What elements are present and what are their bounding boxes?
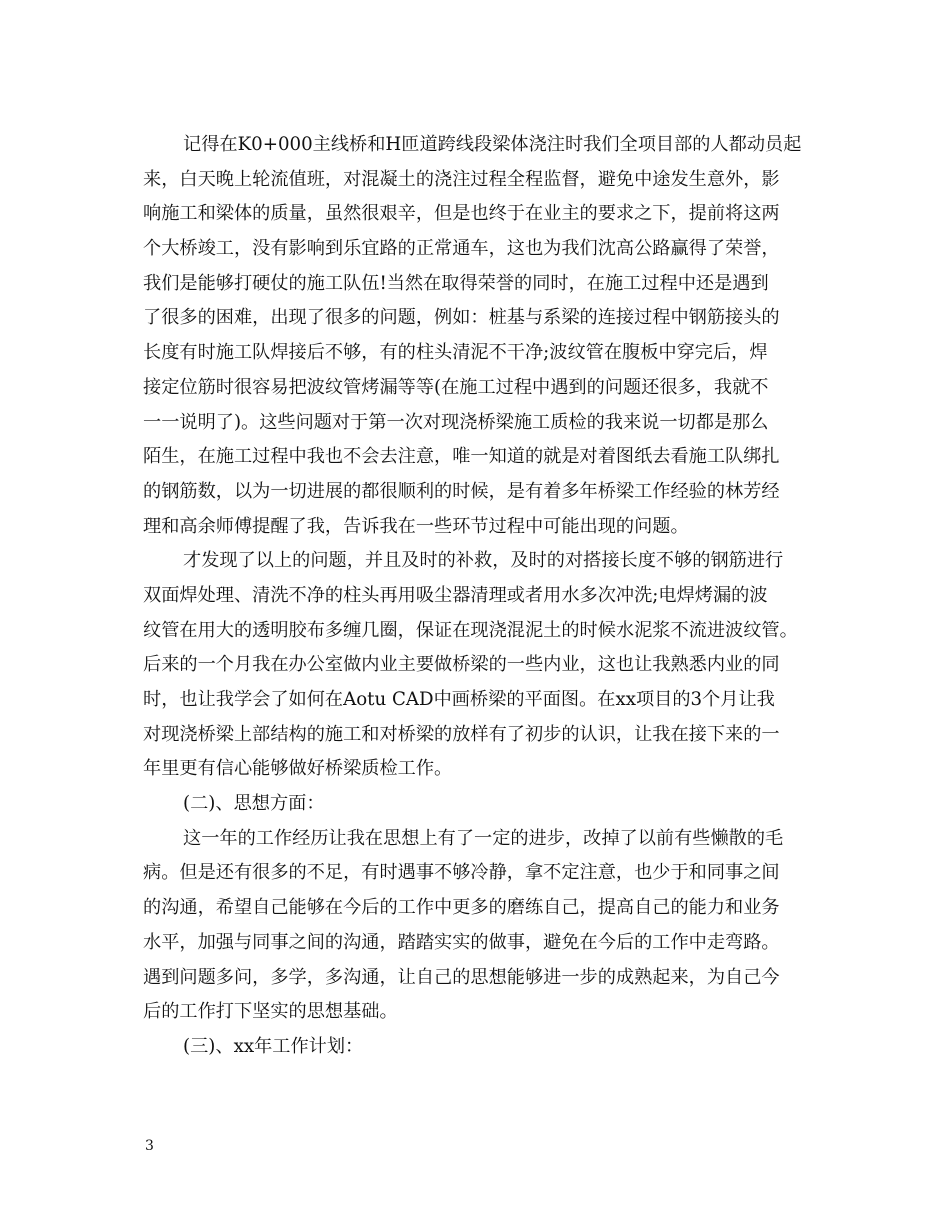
text-line: 后来的一个月我在办公室做内业主要做桥梁的一些内业，这也让我熟悉内业的同 xyxy=(143,654,780,676)
text-line: 遇到问题多问，多学，多沟通，让自己的思想能够进一步的成熟起来，为自己今 xyxy=(143,966,780,988)
text-line: 双面焊处理、清洗不净的柱头再用吸尘器清理或者用水多次冲洗;电焊烤漏的波 xyxy=(143,584,768,606)
text-line: 我们是能够打硬仗的施工队伍!当然在取得荣誉的同时，在施工过程中还是遇到 xyxy=(143,272,769,294)
text-line: 了很多的困难，出现了很多的问题，例如：桩基与系梁的连接过程中钢筋接头的 xyxy=(143,307,780,329)
text-line: 陌生，在施工过程中我也不会去注意，唯一知道的就是对着图纸去看施工队绑扎 xyxy=(143,446,780,468)
text-line: 接定位筋时很容易把波纹管烤漏等等(在施工过程中遇到的问题还很多，我就不 xyxy=(143,376,769,398)
text-line: 水平，加强与同事之间的沟通，踏踏实实的做事，避免在今后的工作中走弯路。 xyxy=(143,931,780,953)
text-line: 对现浇桥梁上部结构的施工和对桥梁的放样有了初步的认识，让我在接下来的一 xyxy=(143,723,780,745)
text-line: 时，也让我学会了如何在Aotu CAD中画桥梁的平面图。在xx项目的3个月让我 xyxy=(143,689,775,710)
text-line: 病。但是还有很多的不足，有时遇事不够冷静，拿不定注意，也少于和同事之间 xyxy=(143,862,780,884)
section-heading: (二)、思想方面： xyxy=(183,793,325,815)
text-line: 的沟通，希望自己能够在今后的工作中更多的磨练自己，提高自己的能力和业务 xyxy=(143,897,780,919)
text-line: 响施工和梁体的质量，虽然很艰辛，但是也终于在业主的要求之下，提前将这两 xyxy=(143,203,780,225)
document-body xyxy=(143,128,813,1065)
text-line: 一一说明了)。这些问题对于第一次对现浇桥梁施工质检的我来说一切都是那么 xyxy=(143,411,769,433)
text-line: 记得在K0+000主线桥和H匝道跨线段梁体浇注时我们全项目部的人都动员起 xyxy=(183,134,802,155)
text-line: 后的工作打下坚实的思想基础。 xyxy=(143,1001,398,1023)
text-line: 理和高余师傅提醒了我，告诉我在一些环节过程中可能出现的问题。 xyxy=(143,515,689,537)
text-line: 年里更有信心能够做好桥梁质检工作。 xyxy=(143,758,453,780)
text-line: 这一年的工作经历让我在思想上有了一定的进步，改掉了以前有些懒散的毛 xyxy=(183,827,784,849)
text-line: 来，白天晚上轮流值班，对混凝土的浇注过程全程监督，避免中途发生意外，影 xyxy=(143,168,780,190)
text-line: 纹管在用大的透明胶布多缠几圈，保证在现浇混泥土的时候水泥浆不流进波纹管。 xyxy=(143,619,798,641)
text-line: 的钢筋数，以为一切进展的都很顺利的时候，是有着多年桥梁工作经验的林芳经 xyxy=(143,480,780,502)
text-line: 长度有时施工队焊接后不够，有的柱头清泥不干净;波纹管在腹板中穿完后，焊 xyxy=(143,342,768,364)
text-line: 个大桥竣工，没有影响到乐宜路的正常通车，这也为我们沈高公路赢得了荣誉， xyxy=(143,238,780,260)
text-line: 才发现了以上的问题，并且及时的补救，及时的对搭接长度不够的钢筋进行 xyxy=(183,550,784,572)
page-number: 3 xyxy=(145,1138,154,1154)
section-heading: (三)、xx年工作计划： xyxy=(183,1035,364,1057)
